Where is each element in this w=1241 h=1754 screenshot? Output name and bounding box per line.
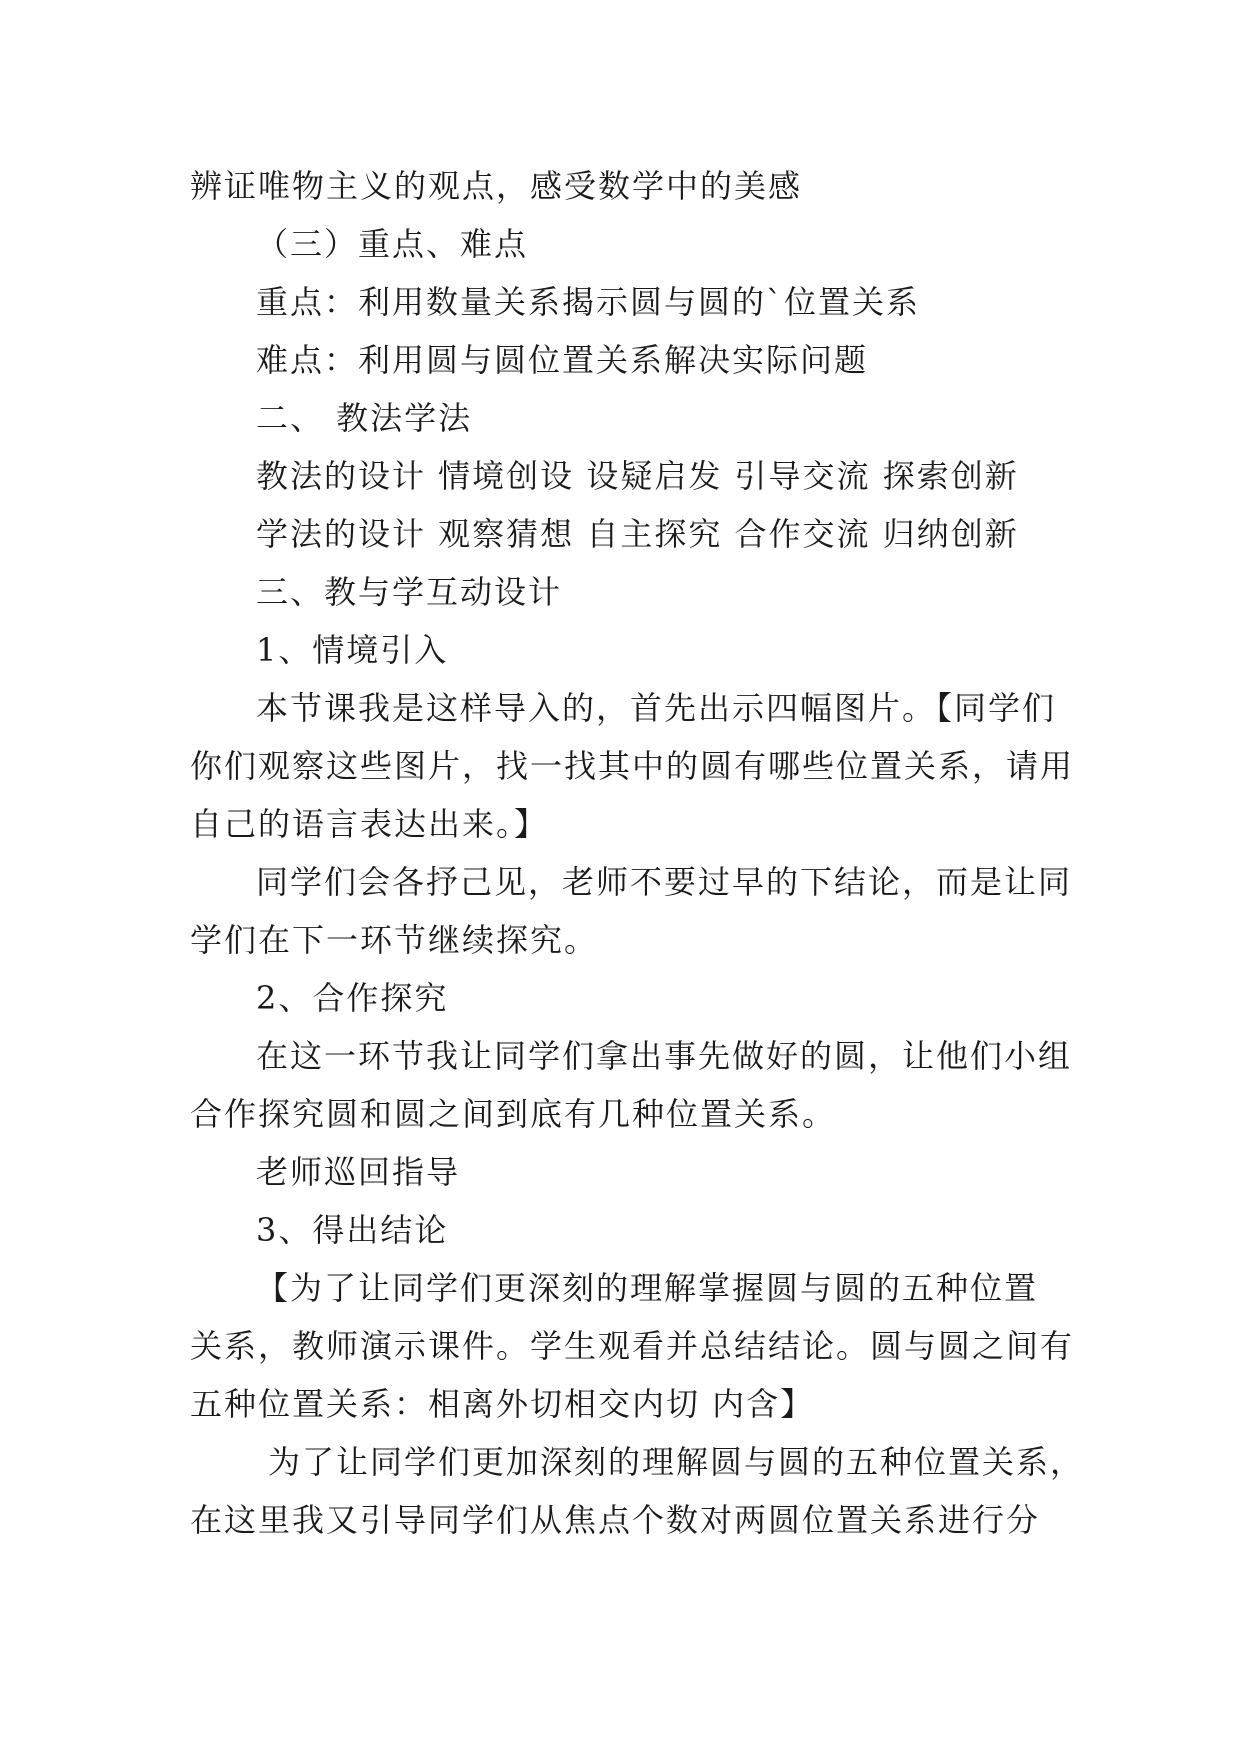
text-line: 难点：利用圆与圆位置关系解决实际问题 — [256, 341, 869, 379]
text-line: 老师巡回指导 — [256, 1153, 461, 1191]
section-heading: （三）重点、难点 — [256, 225, 529, 263]
text-line: 本节课我是这样导入的，首先出示四幅图片。【同学们 — [256, 689, 1057, 727]
text-line: 【为了让同学们更深刻的理解掌握圆与圆的五种位置 — [256, 1269, 1039, 1307]
text-line: 学法的设计 观察猜想 自主探究 合作交流 归纳创新 — [256, 515, 1019, 553]
text-line: 在这一环节我让同学们拿出事先做好的圆，让他们小组 — [256, 1037, 1073, 1075]
text-line: 为了让同学们更加深刻的理解圆与圆的五种位置关系， — [268, 1443, 1085, 1481]
text-line: 在这里我又引导同学们从焦点个数对两圆位置关系进行分 — [190, 1501, 1041, 1539]
text-line: 关系，教师演示课件。学生观看并总结结论。圆与圆之间有 — [190, 1327, 1075, 1365]
section-heading: 三、教与学互动设计 — [256, 573, 563, 611]
text-line: 教法的设计 情境创设 设疑启发 引导交流 探索创新 — [256, 457, 1019, 495]
text-line: 合作探究圆和圆之间到底有几种位置关系。 — [190, 1095, 837, 1133]
text-line: 辨证唯物主义的观点，感受数学中的美感 — [190, 167, 803, 205]
subsection-heading: 1、情境引入 — [256, 631, 449, 669]
text-line: 同学们会各抒己见，老师不要过早的下结论，而是让同 — [256, 863, 1073, 901]
subsection-heading: 3、得出结论 — [256, 1211, 449, 1249]
text-line: 学们在下一环节继续探究。 — [190, 921, 599, 959]
section-heading: 二、 教法学法 — [256, 399, 473, 437]
text-line: 重点：利用数量关系揭示圆与圆的`位置关系 — [256, 283, 921, 321]
text-line: 五种位置关系：相离外切相交内切 内含】 — [190, 1385, 815, 1423]
text-line: 你们观察这些图片，找一找其中的圆有哪些位置关系，请用 — [190, 747, 1075, 785]
text-line: 自己的语言表达出来。】 — [190, 805, 549, 843]
subsection-heading: 2、合作探究 — [256, 979, 449, 1017]
